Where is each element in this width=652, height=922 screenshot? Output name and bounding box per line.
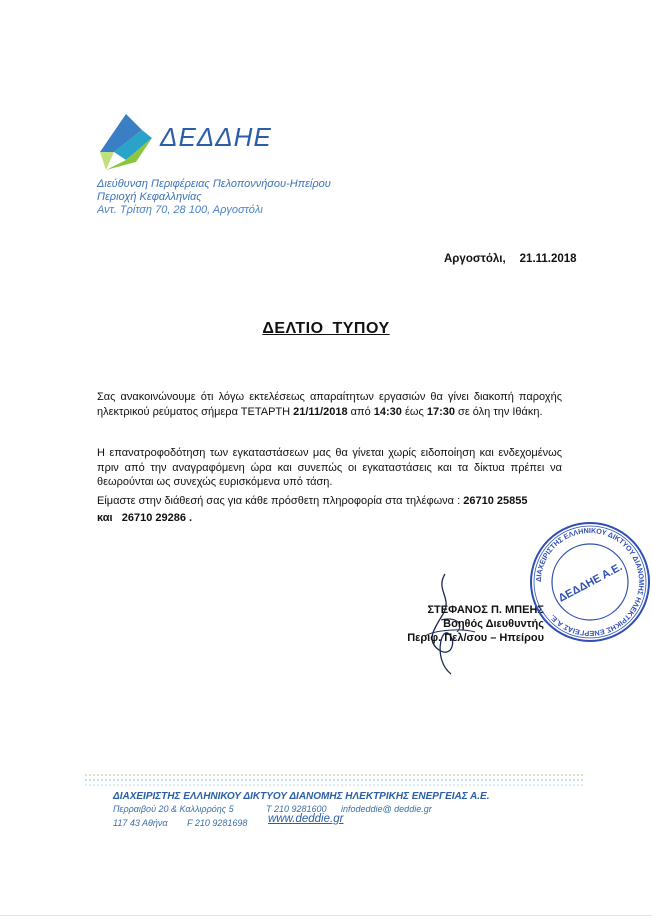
date-place: Αργοστόλι, bbox=[444, 253, 506, 265]
footer-address-1: Περραιβού 20 & Καλλιρρόης 5 bbox=[113, 804, 234, 814]
logo-wordmark: ΔΕΔΔΗΕ bbox=[160, 122, 272, 152]
p1-text-b: από bbox=[347, 405, 374, 418]
footer-email[interactable]: infodeddie@ deddie.gr bbox=[341, 804, 432, 814]
p3-text: Είμαστε στην διάθεσή σας για κάθε πρόσθετη πληροφορία στα τηλέφωνα : bbox=[97, 495, 464, 507]
phone-2: 26710 29286 . bbox=[121, 512, 193, 524]
header-address: Αντ. Τρίτση 70, 28 100, Αργοστόλι bbox=[97, 204, 263, 216]
outage-end: 17:30 bbox=[426, 405, 455, 418]
outage-start: 14:30 bbox=[373, 405, 402, 418]
document-title: ΔΕΛΤΙΟ ΤΥΠΟΥ bbox=[262, 320, 390, 337]
stamp-inner-text: ΔΕΔΔΗΕ Α.Ε. bbox=[556, 561, 625, 605]
stamp-outer-text: ΔΙΑΧΕΙΡΙΣΤΗΣ ΕΛΛΗΝΙΚΟΥ ΔΙΚΤΥΟΥ ΔΙΑΝΟΜΗΣ ΗΛΕΚΤΡΙΚΗΣ ΕΝΕΡΓΕΙΑΣ Α.Ε. bbox=[533, 525, 647, 639]
footer-company: ΔΙΑΧΕΙΡΙΣΤΗΣ ΕΛΛΗΝΙΚΟΥ ΔΙΚΤΥΟΥ ΔΙΑΝΟΜΗΣ ΗΛΕΚΤΡΙΚΗΣ ΕΝΕΡΓΕΙΑΣ Α.Ε. bbox=[113, 791, 490, 802]
signatory-region: Περιφ. Πελ/σου – Ηπείρου bbox=[407, 632, 544, 644]
page-edge bbox=[0, 915, 652, 916]
p1-text-d: σε όλη την Ιθάκη. bbox=[454, 405, 543, 418]
p1-text-a: Σας ανακοινώνουμε ότι λόγω εκτελέσεως απαραίτητων εργασιών θα γίνει διακοπή παροχής ηλεκτρικού ρεύματος σήμερα ΤΕΤΑΡΤΗ bbox=[97, 391, 562, 418]
footer-phone: T 210 9281600 bbox=[266, 804, 327, 814]
footer-divider bbox=[85, 771, 585, 793]
header-directorate: Διεύθυνση Περιφέρειας Πελοποννήσου-Ηπείρου bbox=[97, 178, 331, 190]
paragraph-restoration: Η επανατροφοδότηση των εγκαταστάσεων μας θα γίνεται χωρίς ειδοποίηση και ενδεχομένως πριν από την αναγραφόμενη ώρα και συνεπώς οι εγκαταστάσεις και τα δίκτυα πρέπει να θεωρούνται ως συνεχώς ευρισκόμενα υπό τάση. bbox=[97, 447, 562, 488]
paragraph-contact bbox=[97, 493, 562, 527]
p1-text-c: έως bbox=[401, 405, 427, 418]
header-area: Περιοχή Κεφαλληνίας bbox=[97, 191, 202, 203]
paragraph-announcement bbox=[97, 390, 562, 419]
footer-website-link[interactable]: www.deddie.gr bbox=[268, 813, 344, 825]
phone-1: 26710 25855 bbox=[463, 495, 528, 507]
document-date bbox=[444, 253, 577, 265]
footer-fax: F 210 9281698 bbox=[187, 818, 248, 828]
official-stamp bbox=[528, 520, 652, 644]
outage-date: 21/11/2018 bbox=[293, 405, 348, 418]
deddie-logo-icon bbox=[96, 112, 156, 174]
signatory-name: ΣΤΕΦΑΝΟΣ Π. ΜΠΕΗΣ bbox=[427, 604, 544, 616]
and-word: και bbox=[97, 512, 113, 524]
footer-address-2: 117 43 Αθήνα bbox=[113, 818, 168, 828]
date-value: 21.11.2018 bbox=[519, 253, 577, 265]
signatory-role: Βοηθός Διευθυντής bbox=[443, 618, 544, 630]
